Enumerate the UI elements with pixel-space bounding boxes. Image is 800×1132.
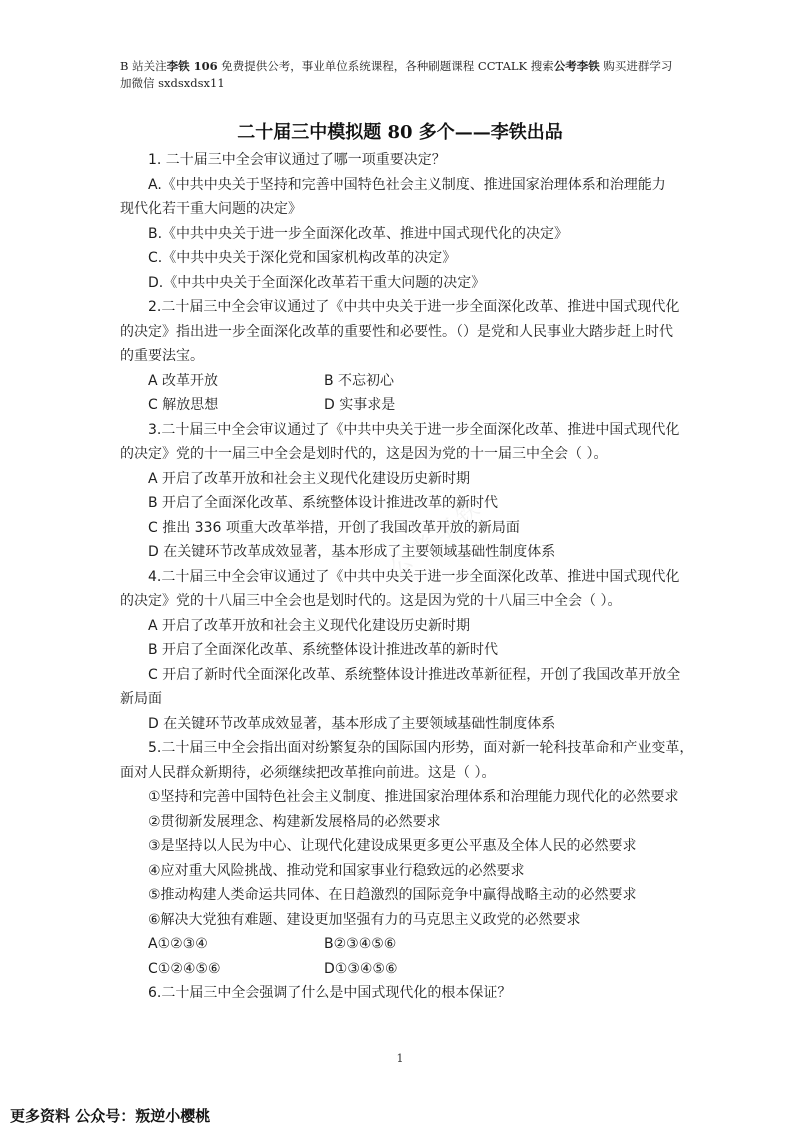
option-choice: D 实事求是: [324, 397, 396, 413]
text-line: A.《中共中央关于坚持和完善中国特色社会主义制度、推进国家治理体系和治理能力: [148, 176, 666, 193]
option-row: [120, 957, 690, 982]
text-line: 的决定》党的十一届三中全会是划时代的，这是因为党的十一届三中全会（ ）。: [120, 446, 608, 462]
text-line: A 开启了改革开放和社会主义现代化建设历史新时期: [148, 617, 471, 634]
option-choice: D①③④⑤⑥: [324, 960, 398, 977]
text-line: 的决定》党的十八届三中全会也是划时代的。这是因为党的十八届三中全会（ ）。: [120, 593, 622, 609]
text-line: 面对人民群众新期待，必须继续把改革推向前进。这是（ ）。: [120, 764, 496, 781]
text-line: 4.二十届三中全会审议通过了《中共中央关于进一步全面深化改革、推进中国式现代化: [148, 568, 680, 585]
option-choice: A 改革开放: [148, 372, 219, 389]
text-line: B 开启了全面深化改革、系统整体设计推进改革的新时代: [148, 642, 499, 658]
watermark: 公考李铁: [385, 492, 490, 582]
option-choice: B②③④⑤⑥: [324, 936, 397, 952]
header-part-bold: 李铁 106: [166, 59, 218, 73]
option-choice: A①②③④: [148, 936, 208, 952]
text-line: 新局面: [120, 691, 162, 707]
text-line: D 在关键环节改革成效显著，基本形成了主要领域基础性制度体系: [148, 715, 556, 732]
text-line: 的决定》指出进一步全面深化改革的重要性和必要性。（）是党和人民事业大踏步赶上时代: [120, 323, 673, 340]
text-line: ⑥解决大党独有难题、建设更加坚强有力的马克思主义政党的必然要求: [148, 911, 581, 928]
text-line: 5.二十届三中全会指出面对纷繁复杂的国际国内形势，面对新一轮科技革命和产业变革，: [148, 740, 694, 756]
text-line: 2.二十届三中全会审议通过了《中共中央关于进一步全面深化改革、推进中国式现代化: [148, 299, 680, 315]
text-line: A 开启了改革开放和社会主义现代化建设历史新时期: [148, 470, 471, 487]
option-choice: B 不忘初心: [324, 372, 395, 389]
option-choice: C①②④⑤⑥: [148, 960, 221, 977]
option-choice: C 解放思想: [148, 397, 219, 413]
document-body: [120, 148, 694, 1006]
text-line: D 在关键环节改革成效显著，基本形成了主要领域基础性制度体系: [148, 544, 556, 560]
header-note: [120, 58, 680, 92]
option-row: [120, 393, 690, 418]
text-line: ③是坚持以人民为中心、让现代化建设成果更多更公平惠及全体人民的必然要求: [148, 838, 637, 854]
text-line: C 开启了新时代全面深化改革、系统整体设计推进改革新征程，开创了我国改革开放全: [148, 666, 681, 683]
text-line: B 开启了全面深化改革、系统整体设计推进改革的新时代: [148, 495, 499, 511]
document-title: 二十届三中模拟题 80 多个——李铁出品: [237, 122, 563, 143]
page-number: 1: [396, 1052, 404, 1065]
header-part-bold: 公考李铁: [553, 59, 600, 73]
text-line: 6.二十届三中全会强调了什么是中国式现代化的根本保证？: [148, 985, 512, 1001]
text-line: 的重要法宝。: [120, 348, 204, 364]
text-line: 1. 二十届三中全会审议通过了哪一项重要决定？: [148, 152, 446, 168]
text-line: C.《中共中央关于深化党和国家机构改革的决定》: [148, 250, 457, 266]
header-part: 免费提供公考，事业单位系统课程，各种刷题课程 CCTALK 搜索: [217, 59, 554, 73]
text-line: 现代化若干重大问题的决定》: [120, 201, 302, 217]
text-line: ⑤推动构建人类命运共同体、在日趋激烈的国际竞争中赢得战略主动的必然要求: [148, 887, 637, 903]
option-row: [120, 932, 690, 957]
text-line: ②贯彻新发展理念、构建新发展格局的必然要求: [148, 813, 441, 830]
text-line: B.《中共中央关于进一步全面深化改革、推进中国式现代化的决定》: [148, 225, 569, 242]
text-line: C 推出 336 项重大改革举措，开创了我国改革开放的新局面: [148, 519, 520, 536]
footer-note: 更多资料 公众号：叛逆小樱桃: [10, 1107, 211, 1125]
option-row: [120, 369, 690, 394]
text-line: 3.二十届三中全会审议通过了《中共中央关于进一步全面深化改革、推进中国式现代化: [148, 421, 680, 438]
text-line: D.《中共中央关于全面深化改革若干重大问题的决定》: [148, 274, 486, 291]
header-part: B 站关注: [120, 59, 167, 73]
text-line: ①坚持和完善中国特色社会主义制度、推进国家治理体系和治理能力现代化的必然要求: [148, 789, 679, 805]
text-line: ④应对重大风险挑战、推动党和国家事业行稳致远的必然要求: [148, 862, 525, 879]
header-part: 购买进群学习加微信 sxdsxdsx11: [120, 59, 673, 90]
